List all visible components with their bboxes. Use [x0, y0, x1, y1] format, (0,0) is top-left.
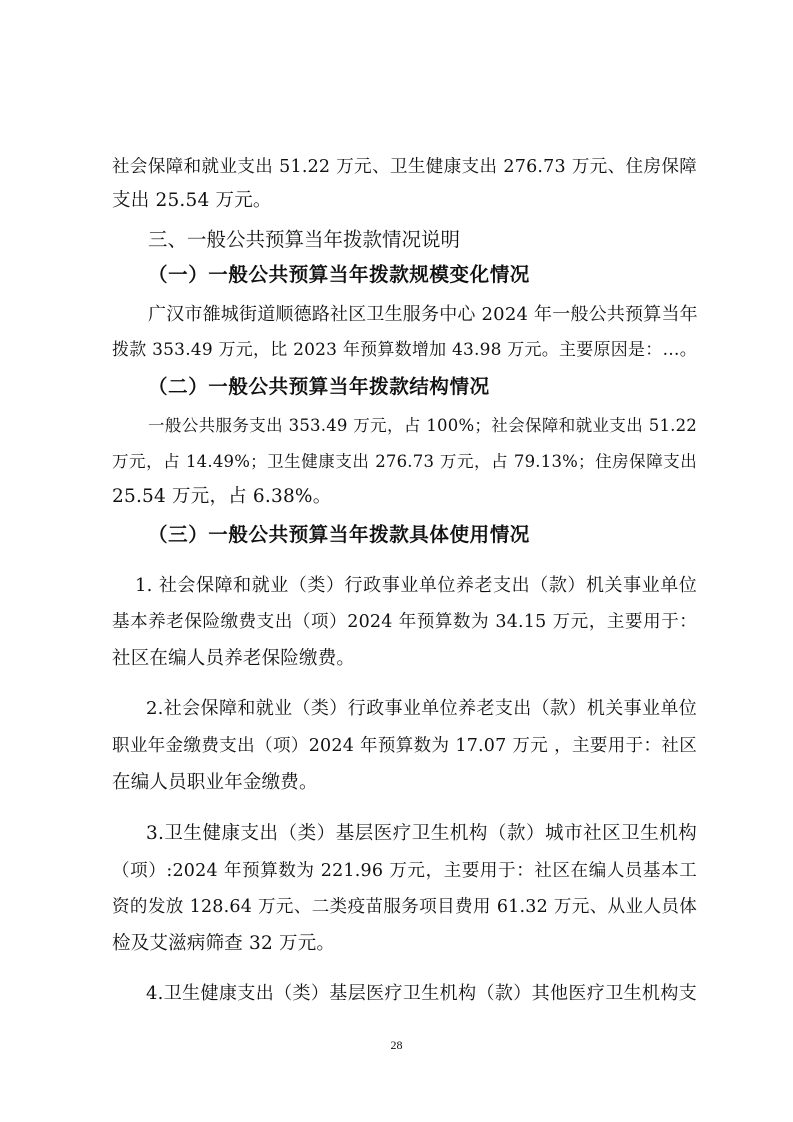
body-line: 支出 25.54 万元。 [112, 190, 272, 211]
subsection-heading: （一）一般公共预算当年拨款规模变化情况 [148, 263, 530, 286]
body-line: 广汉市雒城街道顺德路社区卫生服务中心 2024 年一般公共预算当年 [148, 304, 698, 325]
body-line: 社会保障和就业支出 51.22 万元、卫生健康支出 276.73 万元、住房保障 [112, 157, 697, 177]
body-line: 社区在编人员养老保险缴费。 [112, 648, 356, 669]
subsection-heading: （三）一般公共预算当年拨款具体使用情况 [148, 523, 530, 546]
subsection-heading: （二）一般公共预算当年拨款结构情况 [148, 375, 490, 398]
body-line: 1. 社会保障和就业（类）行政事业单位养老支出（款）机关事业单位 [135, 575, 697, 596]
body-line: （项）:2024 年预算数为 221.96 万元，主要用于：社区在编人员基本工 [112, 861, 697, 881]
body-line: 资的发放 128.64 万元、二类疫苗服务项目费用 61.32 万元、从业人员体 [112, 897, 697, 917]
body-line: 2.社会保障和就业（类）行政事业单位养老支出（款）机关事业单位 [146, 698, 697, 719]
body-line: 职业年金缴费支出（项）2024 年预算数为 17.07 万元 ，主要用于：社区 [112, 736, 697, 756]
body-line: 3.卫生健康支出（类）基层医疗卫生机构（款）城市社区卫生机构 [146, 823, 697, 844]
body-line: 4.卫生健康支出（类）基层医疗卫生机构（款）其他医疗卫生机构支 [146, 983, 697, 1004]
body-line: 检及艾滋病筛查 32 万元。 [112, 933, 336, 954]
body-line: 万元，占 14.49%；卫生健康支出 276.73 万元，占 79.13%；住房保障支出 [112, 452, 697, 471]
body-line: 一般公共服务支出 353.49 万元，占 100%；社会保障和就业支出 51.22 [148, 416, 697, 435]
body-line: 25.54 万元，占 6.38%。 [112, 486, 332, 507]
body-line: 在编人员职业年金缴费。 [112, 772, 318, 793]
body-line: 拨款 353.49 万元，比 2023 年预算数增加 43.98 万元。主要原因是：…。 [112, 340, 697, 360]
body-line: 基本养老保险缴费支出（项）2024 年预算数为 34.15 万元，主要用于： [112, 612, 697, 632]
section-heading: 三、一般公共预算当年拨款情况说明 [148, 228, 461, 251]
page-number: 28 [390, 1038, 403, 1052]
